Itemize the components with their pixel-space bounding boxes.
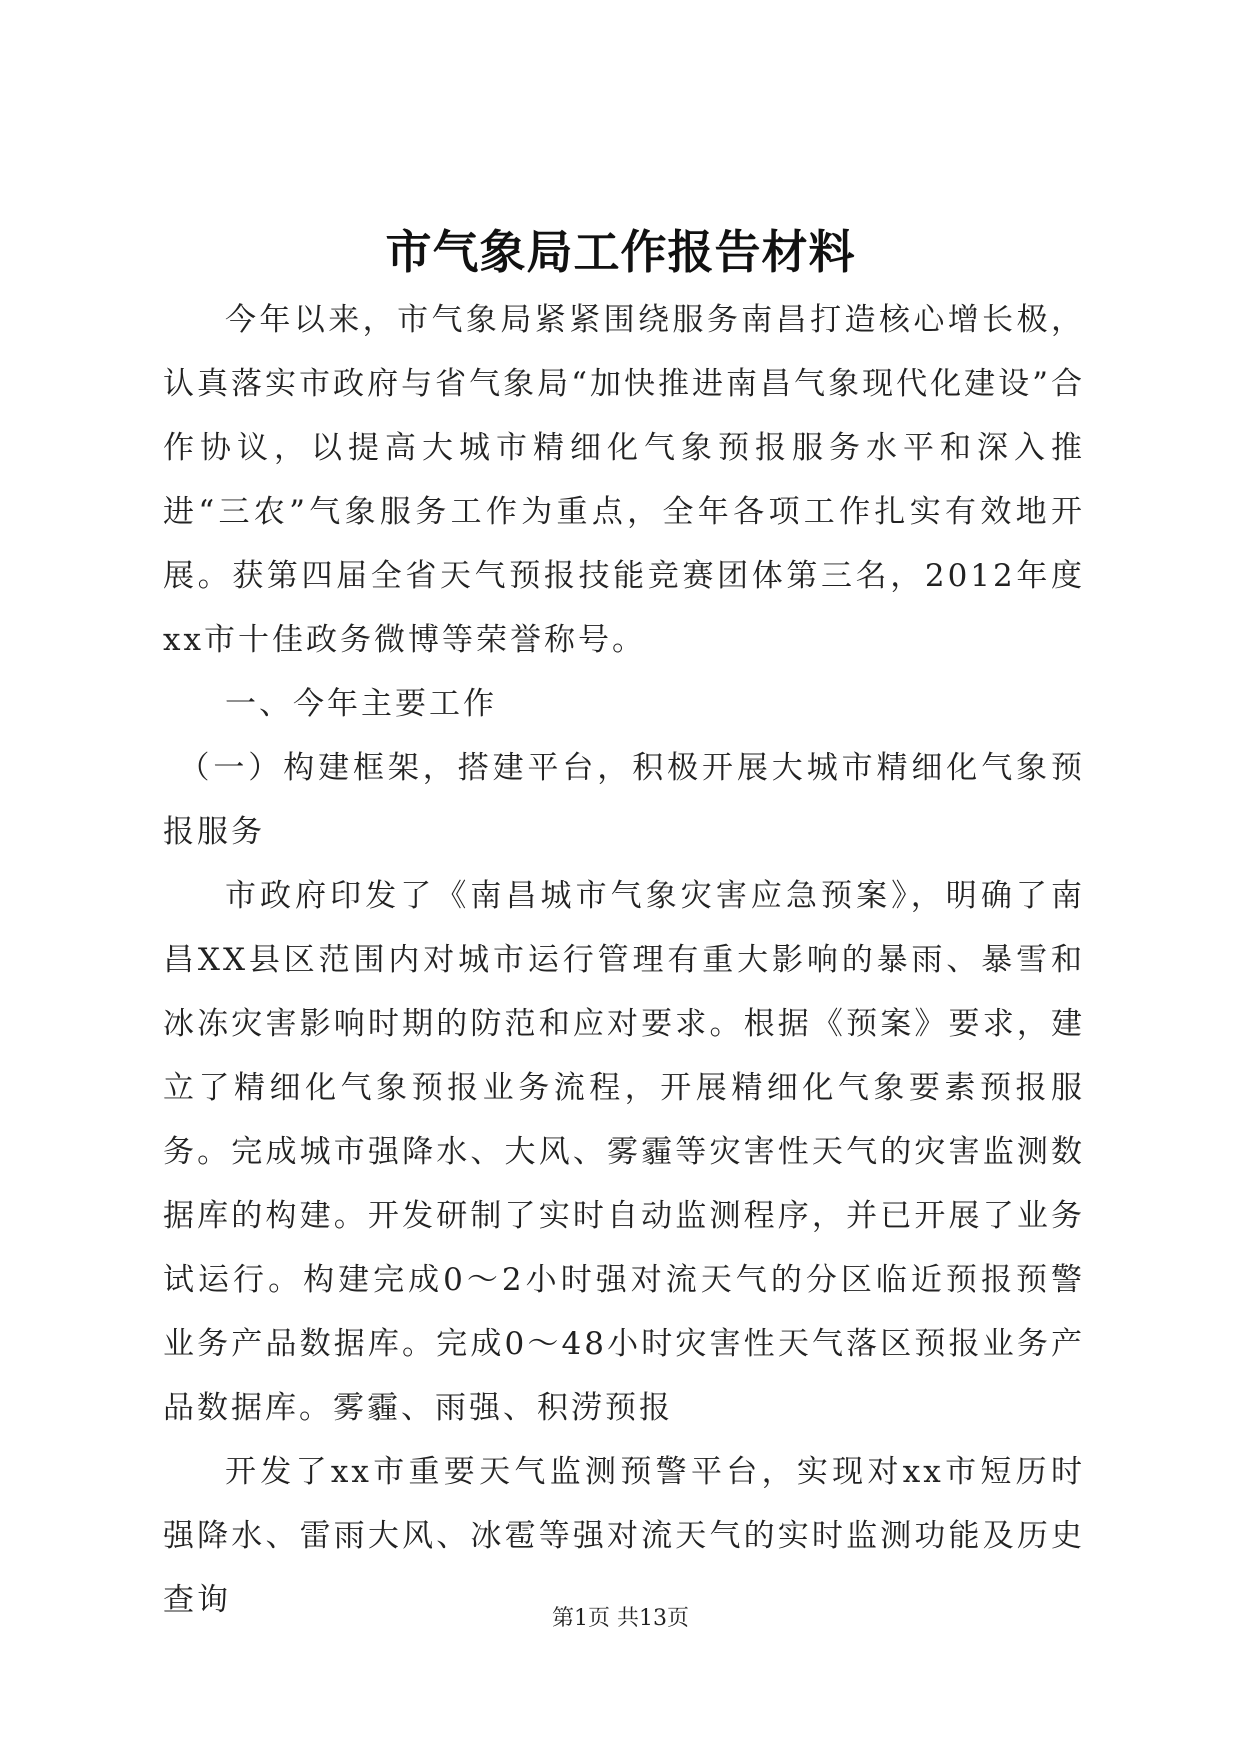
paragraph-intro: 今年以来，市气象局紧紧围绕服务南昌打造核心增长极，认真落实市政府与省气象局“加快推进南昌气象现代化建设”合作协议，以提高大城市精细化气象预报服务水平和深入推进“三农”气象服务工作为重点，全年各项工作扎实有效地开展。获第四届全省天气预报技能竞赛团体第三名，2012年度xx市十佳政务微博等荣誉称号。 bbox=[163, 302, 1085, 658]
subsection-heading-1: （一）构建框架，搭建平台，积极开展大城市精细化气象预报服务 bbox=[163, 750, 1085, 850]
document-title: 市气象局工作报告材料 bbox=[385, 225, 856, 279]
document-body bbox=[163, 288, 1085, 1632]
page-number-footer: 第1页 共13页 bbox=[552, 1606, 689, 1631]
paragraph-monitoring-platform: 开发了xx市重要天气监测预警平台，实现对xx市短历时强降水、雷雨大风、冰雹等强对流天气的实时监测功能及历史查询 bbox=[163, 1454, 1085, 1618]
section-heading-main-work: 一、今年主要工作 bbox=[225, 686, 497, 722]
paragraph-emergency-plan: 市政府印发了《南昌城市气象灾害应急预案》，明确了南昌XX县区范围内对城市运行管理有重大影响的暴雨、暴雪和冰冻灾害影响时期的防范和应对要求。根据《预案》要求，建立了精细化气象预报业务流程，开展精细化气象要素预报服务。完成城市强降水、大风、雾霾等灾害性天气的灾害监测数据库的构建。开发研制了实时自动监测程序，并已开展了业务试运行。构建完成0～2小时强对流天气的分区临近预报预警业务产品数据库。完成0～48小时灾害性天气落区预报业务产品数据库。雾霾、雨强、积涝预报 bbox=[163, 878, 1085, 1426]
